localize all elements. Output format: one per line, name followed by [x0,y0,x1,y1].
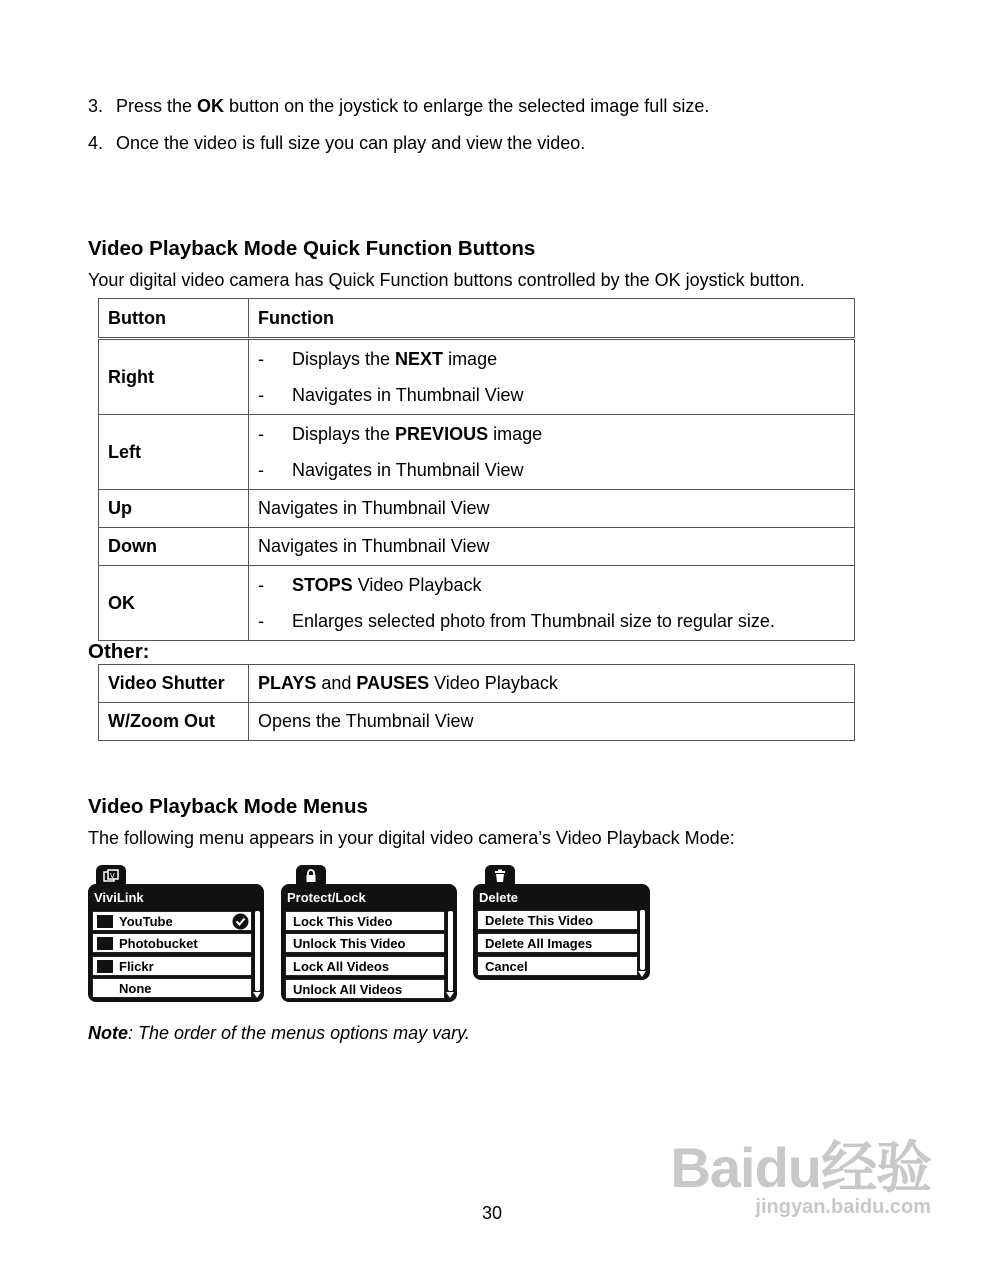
section-title-menus: Video Playback Mode Menus [88,795,368,818]
scrollbar[interactable] [640,910,645,970]
menu-title: ViviLink [94,890,144,905]
menu-title: Delete [479,890,519,905]
step-4: 4. Once the video is full size you can play and view the video. [88,133,586,153]
other-table [98,664,855,741]
table-row [99,339,855,415]
button-cell: OK [99,566,249,641]
function-cell: Opens the Thumbnail View [249,703,855,741]
protect-lock-menu [281,865,457,1005]
function-cell: Navigates in Thumbnail View [249,490,855,528]
section-title-quick-function: Video Playback Mode Quick Function Buttons [88,237,536,260]
function-cell: - STOPS Video Playback - Enlarges selected photo from Thumbnail size to regular size. [249,566,855,641]
menu-item-flickr[interactable]: Flickr [92,956,252,976]
button-cell: Right [99,339,249,415]
function-cell: PLAYS and PAUSES Video Playback [249,665,855,703]
section-intro: Your digital video camera has Quick Function buttons controlled by the OK joystick button. [88,270,805,290]
table-row [99,528,855,566]
button-cell: Left [99,415,249,490]
step-number: 3. [88,96,104,116]
check-icon [232,913,249,930]
baidu-watermark: Baidu经验 jingyan.baidu.com [670,1136,931,1218]
function-cell: - Displays the PREVIOUS image - Navigates in Thumbnail View [249,415,855,490]
header-button: Button [99,299,249,339]
function-cell: Navigates in Thumbnail View [249,528,855,566]
table-row [99,566,855,641]
table-row [99,490,855,528]
menu-panel [281,884,457,1002]
menu-item-delete-all-images[interactable]: Delete All Images [477,933,638,953]
button-cell: Down [99,528,249,566]
quick-function-table [98,298,855,641]
vivilink-menu [88,865,264,1005]
menu-item-unlock-all-videos[interactable]: Unlock All Videos [285,979,445,999]
svg-text:V: V [110,872,115,880]
table-row [99,665,855,703]
youtube-icon [97,915,113,928]
menu-item-delete-this-video[interactable]: Delete This Video [477,910,638,930]
table-row [99,415,855,490]
scroll-down-icon [446,992,454,998]
scroll-down-icon [638,971,646,977]
function-cell: - Displays the NEXT image - Navigates in Thumbnail View [249,339,855,415]
page-number: 30 [482,1203,503,1223]
table-row [99,703,855,741]
menu-item-lock-all-videos[interactable]: Lock All Videos [285,956,445,976]
scrollbar[interactable] [448,911,453,991]
table-header-row [99,299,855,339]
menu-item-lock-this-video[interactable]: Lock This Video [285,911,445,931]
flickr-icon [97,960,113,973]
other-label: Other: [88,640,150,663]
section-intro: The following menu appears in your digital video camera’s Video Playback Mode: [88,828,735,848]
note: Note: The order of the menus options may vary. [88,1023,470,1043]
menu-title: Protect/Lock [287,890,366,905]
menu-item-photobucket[interactable]: Photobucket [92,933,252,953]
menu-item-cancel[interactable]: Cancel [477,956,638,976]
scrollbar[interactable] [255,911,260,991]
delete-menu [473,865,650,983]
scroll-down-icon [253,992,261,998]
menu-item-unlock-this-video[interactable]: Unlock This Video [285,933,445,953]
header-function: Function [249,299,855,339]
button-cell: Up [99,490,249,528]
menu-panel [473,884,650,980]
step-number: 4. [88,133,104,153]
menu-item-youtube[interactable]: YouTube [92,911,252,931]
photobucket-icon [97,937,113,950]
button-cell: W/Zoom Out [99,703,249,741]
step-3: 3. Press the OK button on the joystick to enlarge the selected image full size. [88,96,710,116]
button-cell: Video Shutter [99,665,249,703]
menu-item-none[interactable]: None [92,978,252,998]
menu-panel [88,884,264,1002]
